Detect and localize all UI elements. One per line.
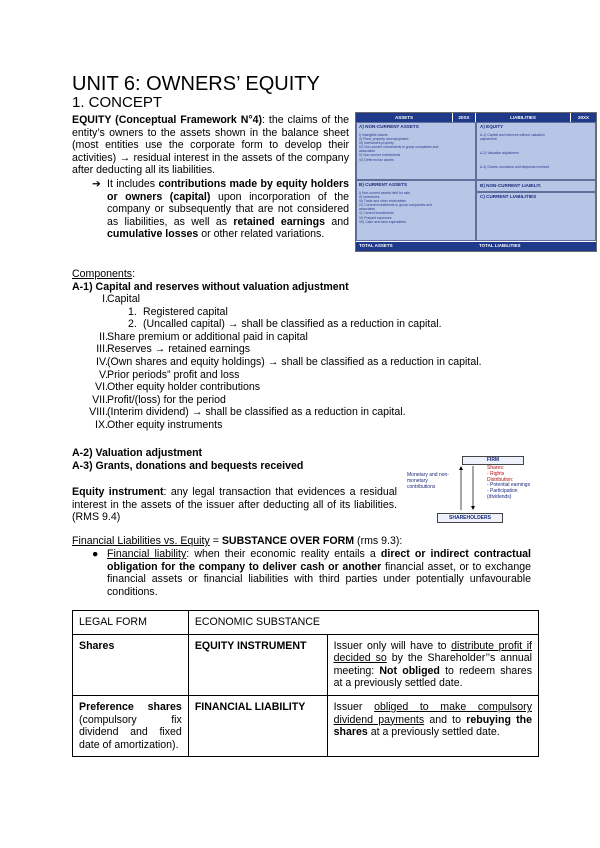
equity-term: EQUITY (Conceptual Framework N°4)	[72, 114, 263, 126]
equity-instrument-term: Equity instrument	[72, 486, 164, 498]
a3-title	[72, 460, 303, 473]
bs-total-assets: TOTAL ASSETS	[356, 242, 476, 251]
fin-vs-equity-ref: (rms 9.3):	[354, 535, 403, 547]
a2-title-text: A-2) Valuation adjustment	[72, 447, 203, 459]
bs-total-liab: TOTAL LIABILITIES	[476, 242, 596, 251]
desc-part: Issuer	[333, 700, 375, 713]
desc-bold: Not obliged	[379, 664, 440, 677]
cell-financial-liability: FINANCIAL LIABILITY	[188, 695, 327, 756]
list-text: Share premium or additional paid in capital	[107, 330, 308, 343]
bs-a2: A-2) Valuation adjustment	[480, 151, 519, 155]
list-num: VIII.	[89, 406, 108, 419]
sub-num: 2.	[128, 318, 137, 331]
table-header-row	[73, 611, 539, 635]
fin-vs-equity-heading	[72, 535, 532, 548]
list-item	[72, 343, 532, 356]
bs-noncurrent-liab: B) NON-CURRENT LIABILIT.	[480, 183, 542, 188]
list-item	[72, 419, 532, 432]
list-text: Other equity holder contributions	[107, 381, 261, 394]
list-num: IX.	[95, 418, 108, 431]
bs-current-items: I) Non-current assets held for sale II) Inventories III) Trade and other receivables IV) Current investments in group companies and associates V) Current investments VI) Prepaid expenses VII) Cash and cash equivalents	[359, 191, 432, 224]
diagram-shareholders-box: SHAREHOLDERS	[437, 513, 503, 523]
desc-bold: rebuying the shares	[333, 713, 533, 739]
equity-definition	[72, 114, 349, 177]
table-row	[73, 634, 539, 695]
desc-underline: distribute profit if decided so	[333, 639, 532, 665]
list-text: (Own shares and equity holdings) → shall be classified as a reduction in capital.	[107, 355, 482, 368]
bs-current-liab: C) CURRENT LIABILITIES	[480, 194, 537, 199]
components-colon: :	[132, 268, 136, 280]
list-num: IV.	[96, 355, 108, 368]
list-item	[72, 406, 532, 419]
list-text: Profit/(loss) for the period	[107, 393, 226, 406]
cell-shares: Shares	[73, 634, 189, 695]
desc-part: Issuer only will have to	[333, 639, 452, 652]
components-heading	[72, 268, 135, 281]
equity-includes-text	[107, 178, 349, 241]
list-num: VII.	[92, 393, 108, 406]
a3-title-text: A-3) Grants, donations and bequests received	[72, 460, 304, 472]
list-num: VI.	[95, 381, 108, 394]
a1-title	[72, 281, 349, 294]
balance-sheet-figure	[355, 112, 597, 252]
list-item	[72, 356, 532, 369]
list-item	[72, 369, 532, 382]
bs-noncurrent-assets: A) NON-CURRENT ASSETS	[359, 124, 419, 129]
arrow-bullet-icon: ➔	[92, 178, 101, 190]
down-arrowhead-icon	[471, 506, 475, 510]
components-list	[72, 293, 532, 432]
financial-liability-def	[107, 548, 531, 598]
diagram-potential-earnings: - Potential earnings	[487, 482, 531, 489]
cell-shares-desc	[327, 634, 538, 695]
includes-bold-losses: cumulative losses	[107, 228, 199, 241]
desc-part: and to	[424, 713, 467, 726]
bs-liabilities-header: LIABILITIES	[476, 113, 570, 122]
list-text: (Interim dividend) → shall be classified as a reduction in capital.	[107, 406, 406, 419]
includes-pre: It includes	[107, 178, 159, 190]
table-header-economic-substance: ECONOMIC SUBSTANCE	[188, 611, 538, 635]
diagram-participation: - Participation	[487, 488, 518, 495]
sub-text: Registered capital	[143, 305, 228, 318]
diagram-rights: - Rights	[487, 470, 505, 477]
financial-liability-bold: direct or indirect contractual obligation for the company to deliver cash or another	[107, 548, 532, 573]
includes-bold-retained: retained earnings	[233, 215, 326, 228]
list-item	[72, 331, 532, 344]
sub-text: (Uncalled capital) → shall be classified as a reduction in capital.	[143, 318, 442, 331]
includes-and: and	[325, 215, 350, 228]
list-item	[72, 394, 532, 407]
list-item	[72, 318, 532, 331]
shareholders-diagram	[407, 456, 557, 524]
desc-part: by the Shareholder’’s annual meeting:	[333, 652, 532, 677]
list-num: II.	[99, 330, 108, 343]
list-num: V.	[98, 368, 108, 381]
desc-part: at a previously settled date.	[367, 726, 500, 739]
list-num: I.	[102, 293, 108, 305]
diagram-arrows	[455, 464, 479, 512]
list-num: III.	[96, 343, 108, 356]
pref-shares-rest: (compulsory fix dividend and fixed date of amortization).	[79, 713, 182, 751]
unit-title: UNIT 6: OWNERS’ EQUITY	[72, 73, 320, 95]
financial-liability-post: financial asset, or to exchange financial assets or financial liabilities with third parties under potentially unfavourable conditions.	[107, 560, 531, 598]
equity-instrument-def	[72, 486, 397, 524]
diagram-firm-box: FIRM	[462, 456, 524, 465]
up-arrowhead-icon	[459, 466, 463, 470]
includes-post: or other related variations.	[198, 228, 325, 241]
components-heading-text: Components	[72, 268, 133, 280]
diagram-shares-title: Shares:	[487, 465, 505, 471]
a2-title	[72, 447, 202, 460]
list-item	[72, 293, 532, 306]
fin-vs-equity-sep: =	[209, 535, 222, 547]
fin-vs-equity-bold: SUBSTANCE OVER FORM	[221, 535, 355, 547]
table-header-legal-form: LEGAL FORM	[73, 611, 189, 635]
bs-current-assets: B) CURRENT ASSETS	[359, 182, 408, 187]
bs-a3: A-3) Grants, donations and bequests received	[480, 165, 550, 169]
bs-year-right: 20XX	[571, 113, 596, 122]
bullet-dot-icon: ●	[92, 548, 99, 560]
financial-liability-pre: : when their economic reality entails a	[186, 548, 381, 560]
bs-year-left: 20XX	[453, 113, 475, 122]
fin-vs-equity-u: Financial Liabilities vs. Equity	[72, 535, 210, 547]
desc-part: to redeem shares at a previously settled date.	[333, 664, 532, 690]
list-text: Other equity instruments	[107, 418, 223, 431]
list-text: Reserves → retained earnings	[107, 343, 251, 356]
diagram-dividends: (dividends)	[487, 493, 512, 500]
bs-assets-header: ASSETS	[356, 113, 452, 122]
cell-equity-instrument: EQUITY INSTRUMENT	[188, 634, 327, 695]
equity-instrument-text: : any legal transaction that evidences a residual interest in the assets of the issuer after deducting all of its liabilities. (RMS 9.4)	[72, 486, 397, 524]
diagram-distribution: Distribution:	[487, 476, 514, 483]
diagram-contributions: Monetary and non-monetary contributions	[407, 472, 449, 490]
bs-equity: A) EQUITY	[480, 124, 504, 129]
table-row	[73, 695, 539, 756]
section-title: 1. CONCEPT	[72, 94, 163, 111]
equity-definition-text: : the claims of the entity’s owners to the assets shown in the balance sheet (most entities use the corporate form to develop their activities) → residual interest in the assets of the company after deducting all its liabilities.	[72, 114, 349, 177]
pref-shares-bold: Preference shares	[79, 700, 182, 713]
diagram-shares-block	[487, 466, 555, 501]
includes-mid: upon incorporation of the company or subsequently that are not considered as liabilities, as well as	[107, 190, 349, 228]
bs-a1: A-1) Capital and reserves without valuation adjustment	[480, 133, 545, 142]
list-text: Prior periods” profit and loss	[107, 368, 240, 381]
financial-liability-term: Financial liability	[107, 548, 187, 560]
legal-vs-substance-table	[72, 610, 539, 757]
desc-underline: obliged to make compulsory dividend payments	[333, 700, 533, 726]
cell-preference-shares	[73, 695, 189, 756]
bs-noncurrent-items: I) Intangible Assets II) Plant, property and equipment III) Investment property IV) Non-current investments in group companies and associates V) Non-current investments VI) Deferred tax assets	[359, 133, 439, 162]
sub-num: 1.	[128, 305, 137, 318]
a1-title-text: A-1) Capital and reserves without valuation adjustment	[72, 281, 349, 293]
list-item	[72, 381, 532, 394]
includes-bold-contributions: contributions made by equity holders or owners (capital)	[107, 178, 349, 203]
cell-pref-desc	[327, 695, 538, 756]
list-text: Capital	[107, 293, 140, 305]
list-item	[72, 306, 532, 319]
